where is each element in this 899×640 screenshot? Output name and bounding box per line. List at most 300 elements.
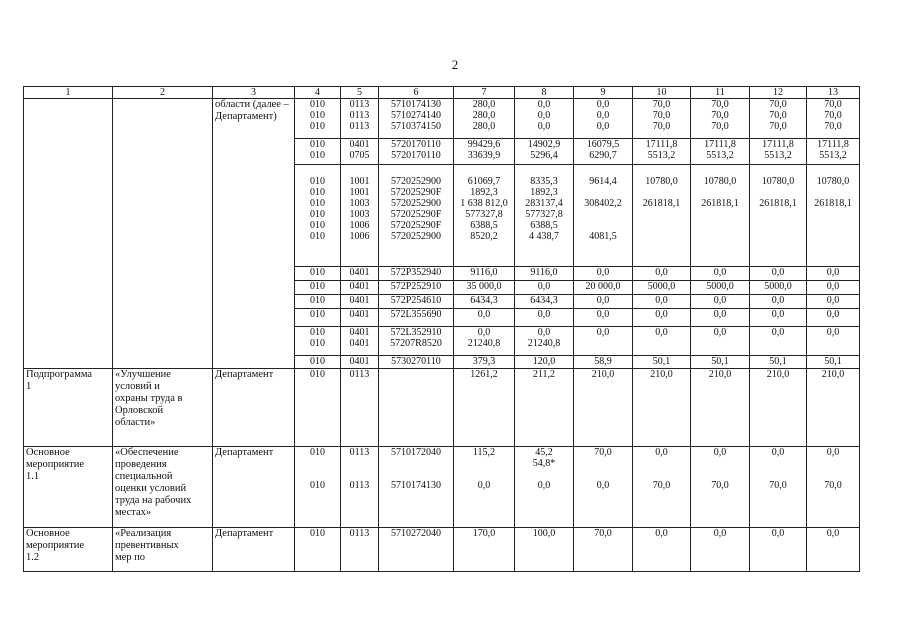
cell-line: 211,2: [532, 369, 556, 380]
cell-c13: [807, 139, 860, 165]
cell-line: 210,0: [766, 369, 790, 380]
cell-line: 0,0: [826, 309, 840, 320]
cell-line: 1 638 812,0: [460, 198, 508, 209]
cell-line: 0,0: [596, 295, 610, 306]
cell-line: 572L352910: [390, 327, 442, 338]
cell-line: 0705: [349, 150, 370, 161]
cell-line: 0401: [349, 327, 370, 338]
cell-line: 100,0: [532, 528, 556, 539]
cell-line: 0,0: [713, 528, 727, 539]
cell-c3: [213, 447, 295, 528]
cell-line: 010: [310, 281, 325, 292]
header-cell-11: 11: [691, 87, 750, 99]
cell-c6: [379, 369, 454, 447]
cell-line: 0,0: [596, 110, 610, 121]
cell-line: 5710174130: [391, 99, 441, 110]
cell-c4: [295, 295, 341, 309]
cell-line: [635, 469, 688, 480]
cell-line: [635, 165, 688, 176]
header-cell-3: 3: [213, 87, 295, 99]
cell-c7: [454, 267, 515, 281]
cell-line: 0,0: [655, 327, 668, 338]
cell-line: [576, 220, 630, 231]
cell-line: 5710274140: [391, 110, 441, 121]
cell-c11: [691, 327, 750, 356]
cell-line: 70,0: [824, 110, 842, 121]
cell-line: 0401: [349, 338, 370, 349]
cell-line: 5000,0: [764, 281, 792, 292]
cell-line: 0,0: [655, 528, 668, 539]
cell-line: 0113: [349, 480, 370, 491]
cell-c4: [295, 327, 341, 356]
cell-line: [517, 469, 571, 480]
cell-line: 0401: [349, 267, 370, 278]
cell-line: 0,0: [771, 267, 785, 278]
cell-line: 010: [310, 447, 325, 458]
cell-c1: [24, 99, 113, 369]
cell-line: 9116,0: [530, 267, 558, 278]
cell-line: 20 000,0: [585, 281, 621, 292]
cell-line: 5000,0: [706, 281, 734, 292]
cell-line: [693, 458, 747, 469]
cell-line: [752, 187, 804, 198]
cell-line: [343, 458, 376, 469]
cell-c10: [633, 267, 691, 281]
cell-c9: [574, 267, 633, 281]
cell-c13: [807, 295, 860, 309]
cell-c11: [691, 99, 750, 139]
cell-c11: [691, 165, 750, 267]
cell-c8: [515, 165, 574, 267]
cell-c5: [341, 99, 379, 139]
cell-line: «Обеспечение: [115, 447, 179, 458]
cell-line: 308402,2: [584, 198, 622, 209]
cell-line: [576, 165, 630, 176]
cell-c8: [515, 99, 574, 139]
cell-line: 0,0: [537, 99, 551, 110]
cell-c2: [113, 99, 213, 369]
cell-c10: [633, 99, 691, 139]
cell-line: 0,0: [537, 480, 551, 491]
cell-line: [381, 369, 451, 380]
cell-line: мероприятие: [26, 459, 84, 470]
cell-c3: [213, 528, 295, 572]
cell-line: 5720252900: [391, 231, 441, 242]
cell-line: [693, 187, 747, 198]
cell-c6: [379, 99, 454, 139]
cell-c2: [113, 369, 213, 447]
cell-line: [381, 165, 451, 176]
cell-line: [26, 99, 110, 111]
cell-line: 0113: [349, 528, 370, 539]
cell-c7: [454, 99, 515, 139]
cell-c6: [379, 295, 454, 309]
cell-c8: [515, 295, 574, 309]
cell-c5: [341, 267, 379, 281]
cell-line: «Улучшение: [115, 369, 171, 380]
cell-c10: [633, 295, 691, 309]
cell-line: 6388,5: [470, 220, 498, 231]
cell-line: 70,0: [594, 447, 612, 458]
cell-line: 0,0: [826, 281, 840, 292]
cell-line: 0,0: [596, 121, 610, 132]
cell-c5: [341, 309, 379, 327]
cell-line: 0,0: [477, 480, 491, 491]
cell-c10: [633, 281, 691, 295]
cell-line: 70,0: [769, 480, 787, 491]
cell-line: [456, 165, 512, 176]
cell-line: 5730270110: [391, 356, 441, 367]
cell-line: 283137,4: [525, 198, 563, 209]
cell-line: 577327,8: [465, 209, 503, 220]
cell-line: 0,0: [713, 309, 727, 320]
cell-line: 0113: [349, 99, 370, 110]
cell-line: [343, 165, 376, 176]
cell-line: 572P254610: [390, 295, 442, 306]
cell-line: 0,0: [826, 528, 840, 539]
cell-c12: [750, 528, 807, 572]
cell-line: 9614,4: [589, 176, 617, 187]
cell-c7: [454, 327, 515, 356]
cell-c8: [515, 369, 574, 447]
cell-line: 5513,2: [647, 150, 676, 161]
cell-line: 572025290F: [390, 209, 442, 220]
cell-line: 010: [310, 327, 325, 338]
cell-line: 0401: [349, 309, 370, 320]
cell-line: 572P252910: [390, 281, 442, 292]
cell-line: 8520,2: [470, 231, 498, 242]
cell-line: 0,0: [826, 327, 840, 338]
cell-line: 572025290F: [390, 187, 442, 198]
cell-c7: [454, 281, 515, 295]
cell-c8: [515, 267, 574, 281]
cell-line: [635, 458, 688, 469]
cell-line: охраны труда в: [115, 393, 183, 404]
cell-line: 35 000,0: [466, 281, 502, 292]
header-cell-12: 12: [750, 87, 807, 99]
cell-line: 0,0: [826, 295, 840, 306]
cell-c11: [691, 267, 750, 281]
cell-line: 0,0: [655, 309, 668, 320]
cell-line: 6290,7: [589, 150, 617, 161]
cell-line: 0401: [349, 295, 370, 306]
cell-line: 261818,1: [642, 198, 681, 209]
cell-c6: [379, 281, 454, 295]
cell-line: превентивных: [115, 540, 179, 551]
cell-line: 0,0: [713, 295, 727, 306]
cell-line: Основное: [26, 447, 70, 458]
cell-line: 010: [310, 176, 325, 187]
cell-c9: [574, 99, 633, 139]
table-row: [24, 369, 860, 447]
cell-line: 0401: [349, 281, 370, 292]
cell-c9: [574, 309, 633, 327]
table-row: [24, 528, 860, 572]
cell-c9: [574, 281, 633, 295]
cell-line: 0,0: [771, 327, 785, 338]
cell-line: 0113: [349, 110, 370, 121]
cell-line: [456, 458, 512, 469]
cell-c1: [24, 447, 113, 528]
cell-line: оценки условий: [115, 483, 187, 494]
cell-line: 5710272040: [391, 528, 441, 539]
cell-line: 1006: [349, 231, 370, 242]
cell-c11: [691, 356, 750, 369]
cell-line: [297, 469, 338, 480]
cell-c11: [691, 281, 750, 295]
cell-c4: [295, 309, 341, 327]
cell-c11: [691, 309, 750, 327]
cell-line: 010: [310, 187, 325, 198]
cell-line: Департамент: [215, 369, 274, 380]
cell-line: 50,1: [711, 356, 729, 367]
cell-c6: [379, 165, 454, 267]
cell-c12: [750, 327, 807, 356]
cell-line: 010: [310, 309, 325, 320]
cell-line: 5513,2: [819, 150, 847, 161]
cell-c5: [341, 528, 379, 572]
cell-line: 33639,9: [467, 150, 501, 161]
cell-line: местах»: [115, 507, 152, 518]
cell-c7: [454, 528, 515, 572]
cell-c10: [633, 447, 691, 528]
cell-line: 010: [310, 110, 325, 121]
cell-c7: [454, 369, 515, 447]
cell-c10: [633, 327, 691, 356]
cell-line: 70,0: [711, 480, 729, 491]
cell-c6: [379, 447, 454, 528]
cell-line: 261818,1: [759, 198, 797, 209]
cell-line: [517, 165, 571, 176]
cell-line: [752, 469, 804, 480]
cell-line: 0,0: [596, 309, 610, 320]
cell-line: 210,0: [708, 369, 732, 380]
cell-line: 010: [310, 338, 325, 349]
cell-c8: [515, 356, 574, 369]
cell-line: 4081,5: [589, 231, 617, 242]
cell-line: 9116,0: [470, 267, 498, 278]
cell-c7: [454, 447, 515, 528]
cell-line: 1.2: [26, 552, 40, 563]
cell-line: 50,1: [652, 356, 671, 367]
cell-c11: [691, 447, 750, 528]
cell-line: [693, 165, 747, 176]
cell-c7: [454, 139, 515, 165]
cell-line: [752, 165, 804, 176]
table-row: [24, 447, 860, 528]
cell-line: 1001: [349, 176, 370, 187]
cell-line: 115,2: [472, 447, 496, 458]
cell-c13: [807, 99, 860, 139]
cell-c9: [574, 165, 633, 267]
cell-line: 54,8*: [532, 458, 556, 469]
cell-line: Департамент: [215, 528, 274, 539]
cell-line: 010: [310, 231, 325, 242]
cell-line: [752, 458, 804, 469]
cell-line: 6434,3: [470, 295, 498, 306]
cell-line: 5710172040: [391, 447, 441, 458]
cell-c8: [515, 281, 574, 295]
cell-line: [576, 187, 630, 198]
cell-line: 210,0: [650, 369, 673, 380]
cell-line: 0,0: [477, 309, 491, 320]
cell-line: 10780,0: [761, 176, 795, 187]
cell-line: [809, 458, 857, 469]
cell-line: 0,0: [596, 267, 610, 278]
cell-line: 6434,3: [530, 295, 558, 306]
cell-line: 17111,8: [704, 139, 736, 150]
cell-line: проведения: [115, 459, 167, 470]
cell-line: 70,0: [769, 121, 787, 132]
cell-line: 120,0: [532, 356, 556, 367]
cell-c12: [750, 295, 807, 309]
cell-c9: [574, 528, 633, 572]
cell-line: 1003: [349, 198, 370, 209]
cell-line: 1892,3: [470, 187, 498, 198]
cell-c11: [691, 528, 750, 572]
cell-c12: [750, 267, 807, 281]
cell-line: 0,0: [537, 309, 551, 320]
cell-line: 0,0: [771, 447, 785, 458]
cell-c12: [750, 309, 807, 327]
cell-line: 14902,9: [527, 139, 561, 150]
cell-c10: [633, 356, 691, 369]
cell-c9: [574, 369, 633, 447]
cell-line: 6388,5: [530, 220, 558, 231]
cell-c9: [574, 356, 633, 369]
cell-line: Департамент: [215, 447, 274, 458]
header-cell-6: 6: [379, 87, 454, 99]
cell-c13: [807, 267, 860, 281]
cell-c12: [750, 447, 807, 528]
cell-line: 1006: [349, 220, 370, 231]
cell-line: [381, 458, 451, 469]
cell-line: 0,0: [477, 327, 491, 338]
cell-line: [297, 458, 338, 469]
cell-line: 0,0: [826, 447, 840, 458]
cell-c6: [379, 309, 454, 327]
budget-table: [23, 86, 860, 572]
cell-line: 70,0: [652, 99, 671, 110]
cell-c3: [213, 369, 295, 447]
cell-line: 70,0: [652, 110, 671, 121]
cell-c4: [295, 139, 341, 165]
cell-c10: [633, 369, 691, 447]
cell-c4: [295, 356, 341, 369]
cell-line: 4 438,7: [529, 231, 559, 242]
cell-line: 70,0: [652, 480, 671, 491]
cell-line: 0401: [349, 139, 370, 150]
cell-line: 5296,4: [530, 150, 558, 161]
cell-line: 0,0: [537, 121, 551, 132]
cell-line: 010: [310, 480, 325, 491]
cell-c6: [379, 139, 454, 165]
header-cell-5: 5: [341, 87, 379, 99]
cell-line: 17111,8: [762, 139, 794, 150]
cell-c13: [807, 528, 860, 572]
cell-line: [576, 458, 630, 469]
cell-c10: [633, 139, 691, 165]
cell-c5: [341, 327, 379, 356]
cell-c9: [574, 327, 633, 356]
cell-line: 010: [310, 209, 325, 220]
cell-line: 70,0: [652, 121, 671, 132]
cell-c1: [24, 528, 113, 572]
cell-c7: [454, 165, 515, 267]
cell-line: 10780,0: [703, 176, 737, 187]
cell-c4: [295, 369, 341, 447]
cell-line: 0,0: [537, 327, 551, 338]
cell-c13: [807, 369, 860, 447]
cell-line: 70,0: [824, 121, 842, 132]
cell-line: 5513,2: [764, 150, 792, 161]
cell-line: 0,0: [537, 281, 551, 292]
cell-line: 0113: [349, 121, 370, 132]
cell-line: области (далее –: [215, 99, 289, 110]
cell-line: мер по: [115, 552, 146, 563]
table-header-row: [24, 87, 860, 99]
cell-line: 61069,7: [467, 176, 501, 187]
cell-line: 1892,3: [530, 187, 558, 198]
cell-line: 010: [310, 139, 325, 150]
cell-c6: [379, 356, 454, 369]
cell-line: 0,0: [596, 99, 610, 110]
cell-line: 70,0: [711, 110, 729, 121]
cell-c6: [379, 267, 454, 281]
cell-line: [809, 469, 857, 480]
cell-line: 010: [310, 150, 325, 161]
cell-line: области»: [115, 417, 156, 428]
cell-line: 5710174130: [391, 480, 441, 491]
cell-line: 5720252900: [391, 176, 441, 187]
cell-line: 572P352940: [390, 267, 442, 278]
cell-line: 99429,6: [467, 139, 501, 150]
cell-line: 5000,0: [647, 281, 676, 292]
cell-c7: [454, 356, 515, 369]
cell-line: 58,9: [594, 356, 612, 367]
cell-line: [809, 165, 857, 176]
cell-c12: [750, 165, 807, 267]
cell-c8: [515, 447, 574, 528]
cell-c1: [24, 369, 113, 447]
cell-line: 210,0: [591, 369, 615, 380]
cell-c10: [633, 165, 691, 267]
cell-c4: [295, 447, 341, 528]
cell-c4: [295, 528, 341, 572]
cell-c12: [750, 369, 807, 447]
cell-line: 0,0: [596, 480, 610, 491]
cell-line: [297, 165, 338, 176]
cell-line: 010: [310, 369, 325, 380]
cell-line: 010: [310, 528, 325, 539]
cell-c9: [574, 139, 633, 165]
cell-c6: [379, 528, 454, 572]
cell-line: 5720170110: [391, 139, 441, 150]
cell-line: 010: [310, 295, 325, 306]
cell-line: 0401: [349, 356, 370, 367]
header-cell-4: 4: [295, 87, 341, 99]
cell-c7: [454, 309, 515, 327]
cell-c12: [750, 139, 807, 165]
cell-line: мероприятие: [26, 540, 84, 551]
cell-line: 010: [310, 356, 325, 367]
cell-line: 261818,1: [814, 198, 852, 209]
cell-line: [115, 99, 210, 111]
cell-c4: [295, 99, 341, 139]
cell-c10: [633, 528, 691, 572]
cell-line: 10780,0: [645, 176, 678, 187]
cell-line: [576, 469, 630, 480]
